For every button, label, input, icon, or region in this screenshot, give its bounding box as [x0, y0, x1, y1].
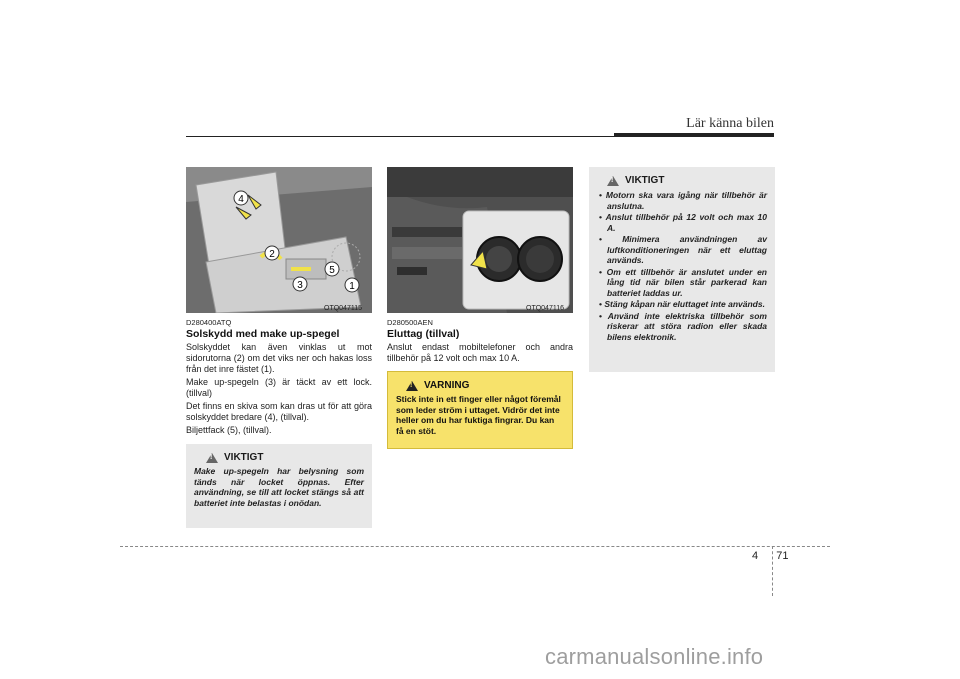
power-outlet-photo: [387, 167, 573, 313]
header-rule: [186, 136, 614, 137]
notice-box-left: [186, 444, 372, 528]
list-item: • Stäng kåpan när eluttaget inte används.: [597, 299, 767, 310]
notice-text: Make up-spegeln har belysning som tänds när locket öppnas. Efter användning, se till att locket stängs så att batteriet inte belastas i onödan.: [194, 466, 364, 508]
warning-text: Stick inte in ett finger eller något föremål som leder ström i uttaget. Vidrör det inte heller om du har fuktiga fingrar. Du kan få en stöt.: [396, 394, 561, 436]
body-power-outlet: Anslut endast mobiltelefoner och andra tillbehör på 12 volt och max 10 A.: [387, 342, 573, 363]
paragraph: Det finns en skiva som kan dras ut för att göra solskyddet bredare (4), (tillval).: [186, 401, 372, 422]
heading-sun-visor: Solskydd med make up-spegel: [186, 328, 340, 340]
sun-visor-illustration: [186, 167, 372, 313]
notice-list: [597, 190, 767, 342]
callout-3: 3: [297, 280, 303, 291]
section-code-left: D280400ATQ: [186, 318, 232, 327]
heading-power-outlet: Eluttag (tillval): [387, 328, 460, 340]
callout-2: 2: [269, 249, 275, 260]
footer-rule: [120, 546, 830, 547]
paragraph: Solskyddet kan även vinklas ut mot sidorutorna (2) om det viks ner och hakas loss från det inre fästet (1).: [186, 342, 372, 374]
warning-box: [387, 371, 573, 449]
chapter-number: 4: [752, 550, 759, 562]
body-sun-visor: [186, 342, 372, 438]
callout-1: 1: [349, 281, 355, 292]
paragraph: Biljettfack (5), (tillval).: [186, 425, 272, 435]
notice-box-right: [589, 167, 775, 372]
callout-4: 4: [238, 194, 244, 205]
page-number: [752, 550, 789, 562]
warning-triangle-icon: [206, 453, 218, 463]
header-rule-accent: [614, 133, 774, 137]
watermark: carmanualsonline.info: [545, 644, 764, 669]
paragraph: Make up-spegeln (3) är täckt av ett lock. (tillval): [186, 377, 372, 398]
list-item: • Minimera användningen av luftkonditioneringen när ett eluttag används.: [597, 234, 767, 266]
notice-title: ! VIKTIGT: [206, 452, 364, 463]
notice-title: ! VIKTIGT: [607, 175, 767, 186]
photo-caption-left: OTQ047115: [324, 305, 363, 312]
photo-caption-middle: OTQ047116: [526, 305, 565, 312]
list-item: • Anslut tillbehör på 12 volt och max 10 A.: [597, 212, 767, 233]
section-code-middle: D280500AEN: [387, 318, 433, 327]
power-outlet-illustration: [387, 167, 573, 313]
sun-visor-photo: [186, 167, 372, 313]
warning-triangle-icon: [406, 381, 418, 391]
warning-triangle-icon: [607, 176, 619, 186]
page-number-value: 71: [776, 550, 789, 562]
warning-title: ! VARNING: [406, 380, 564, 391]
list-item: • Motorn ska vara igång när tillbehör är anslutna.: [597, 190, 767, 211]
section-title: Lär känna bilen: [686, 116, 774, 131]
callout-5: 5: [329, 265, 335, 276]
list-item: • Använd inte elektriska tillbehör som riskerar att störa radion eller skada bilens elektronik.: [597, 311, 767, 343]
list-item: • Om ett tillbehör är anslutet under en lång tid när bilen står parkerad kan batteriet laddas ur.: [597, 267, 767, 299]
